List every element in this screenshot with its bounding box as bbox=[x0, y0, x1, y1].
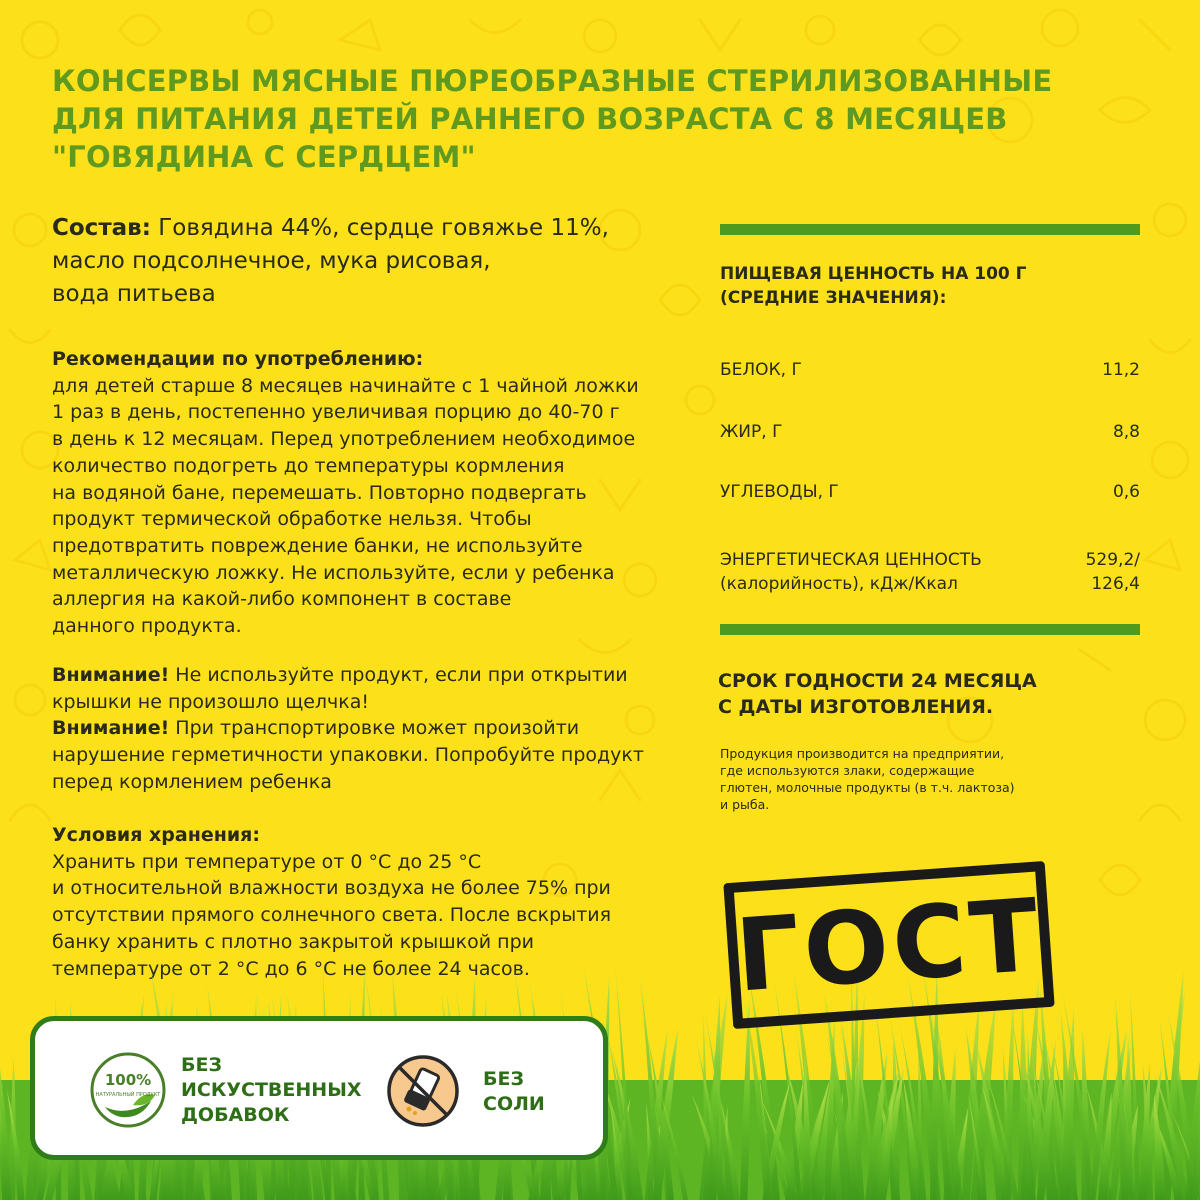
nutrition-label: УГЛЕВОДЫ, Г bbox=[720, 482, 839, 502]
allergen-line: глютен, молочные продукты (в т.ч. лактоза) bbox=[720, 780, 1015, 795]
nutrition-title-line-1: ПИЩЕВАЯ ЦЕННОСТЬ НА 100 Г bbox=[720, 264, 1027, 284]
recommendations-heading: Рекомендации по употреблению: bbox=[52, 348, 424, 370]
no-additives-label bbox=[181, 1053, 362, 1128]
recommendations-line: металлическую ложку. Не используйте, если у ребенка bbox=[52, 561, 615, 584]
nutrition-label: ЭНЕРГЕТИЧЕСКАЯ ЦЕННОСТЬ bbox=[720, 550, 982, 570]
warning-label-1: Внимание! bbox=[52, 664, 170, 686]
no-salt-line-1: БЕЗ bbox=[483, 1068, 524, 1090]
composition bbox=[52, 212, 632, 311]
nutrition-row-fat bbox=[720, 420, 1140, 444]
storage-heading: Условия хранения: bbox=[52, 824, 260, 846]
recommendations-line: продукт термической обработке нельзя. Чтобы bbox=[52, 508, 532, 531]
warning-text-2c: перед кормлением ребенка bbox=[52, 770, 332, 793]
recommendations-line: аллергия на какой-либо компонент в составе bbox=[52, 588, 512, 611]
gost-stamp bbox=[723, 861, 1054, 1029]
storage-line: и относительной влажности воздуха не более 75% при bbox=[52, 877, 611, 900]
nutrition-label: ЖИР, Г bbox=[720, 422, 783, 442]
nutrition-value: 126,4 bbox=[1091, 574, 1140, 594]
product-title bbox=[52, 62, 1052, 176]
allergen-line: Продукция производится на предприятии, bbox=[720, 746, 1005, 761]
shelf-life-line-2: С ДАТЫ ИЗГОТОВЛЕНИЯ. bbox=[718, 696, 994, 718]
nutrition-row-protein bbox=[720, 358, 1140, 382]
nutrition-value: 8,8 bbox=[1112, 422, 1140, 442]
gost-stamp-text: ГОСТ bbox=[732, 875, 1046, 1015]
natural-product-seal-icon bbox=[87, 1049, 169, 1131]
nutrition-top-divider bbox=[720, 224, 1140, 235]
no-salt-line-2: СОЛИ bbox=[483, 1093, 545, 1115]
title-line-3: "ГОВЯДИНА С СЕРДЦЕМ" bbox=[52, 140, 476, 174]
nutrition-row-carbs bbox=[720, 480, 1140, 504]
no-additives-line-3: ДОБАВОК bbox=[181, 1104, 290, 1126]
nutrition-value: 11,2 bbox=[1102, 360, 1140, 380]
seal-percent: 100% bbox=[104, 1071, 152, 1089]
nutrition-title bbox=[720, 262, 1027, 310]
recommendations-line: предотвратить повреждение банки, не используйте bbox=[52, 534, 583, 557]
recommendations-line: количество подогреть до температуры кормления bbox=[52, 454, 565, 477]
seal-text: НАТУРАЛЬНЫЙ ПРОДУКТ bbox=[95, 1092, 161, 1098]
storage-line: банку хранить с плотно закрытой крышкой при bbox=[52, 930, 535, 953]
recommendations-line: для детей старше 8 месяцев начинайте с 1 чайной ложки bbox=[52, 374, 639, 397]
warning-text-1a: Не используйте продукт, если при открытии bbox=[169, 664, 628, 686]
storage-line: температуре от 2 °С до 6 °С не более 24 часов. bbox=[52, 957, 530, 980]
recommendations-line: данного продукта. bbox=[52, 615, 242, 638]
storage-line: отсутствии прямого солнечного света. После вскрытия bbox=[52, 904, 612, 927]
allergen-line: и рыба. bbox=[720, 797, 770, 812]
no-salt-icon bbox=[385, 1053, 461, 1129]
title-line-1: КОНСЕРВЫ МЯСНЫЕ ПЮРЕОБРАЗНЫЕ СТЕРИЛИЗОВАННЫЕ bbox=[52, 64, 1053, 98]
recommendations bbox=[52, 346, 692, 640]
nutrition-value: 0,6 bbox=[1112, 482, 1140, 502]
title-line-2: ДЛЯ ПИТАНИЯ ДЕТЕЙ РАННЕГО ВОЗРАСТА С 8 МЕСЯЦЕВ bbox=[52, 102, 1008, 136]
warning-text-2b: нарушение герметичности упаковки. Попробуйте продукт bbox=[52, 744, 644, 767]
nutrition-label: БЕЛОК, Г bbox=[720, 360, 802, 380]
allergen-note bbox=[720, 745, 1060, 813]
composition-line-2: масло подсолнечное, мука рисовая, bbox=[52, 248, 491, 274]
shelf-life bbox=[718, 668, 1037, 720]
warnings bbox=[52, 662, 692, 796]
warning-label-2: Внимание! bbox=[52, 717, 170, 740]
composition-line-3: вода питьева bbox=[52, 281, 216, 307]
nutrition-row-energy bbox=[720, 548, 1140, 596]
recommendations-line: 1 раз в день, постепенно увеличивая порцию до 40-70 г bbox=[52, 401, 620, 424]
nutrition-bottom-divider bbox=[720, 624, 1140, 635]
recommendations-line: на водяной бане, перемешать. Повторно подвергать bbox=[52, 481, 587, 504]
warning-text-2a: При транспортировке может произойти bbox=[169, 717, 580, 740]
nutrition-title-line-2: (СРЕДНИЕ ЗНАЧЕНИЯ): bbox=[720, 288, 947, 308]
no-additives-line-1: БЕЗ bbox=[181, 1054, 222, 1076]
warning-text-1b: крышки не произошло щелчка! bbox=[52, 690, 370, 713]
nutrition-value: 529,2/ bbox=[1085, 550, 1140, 570]
nutrition-label: (калорийность), кДж/Ккал bbox=[720, 574, 958, 594]
no-salt-label bbox=[483, 1067, 545, 1117]
composition-line-1: Говядина 44%, сердце говяжье 11%, bbox=[150, 215, 609, 241]
badges-panel bbox=[30, 1016, 608, 1160]
storage-line: Хранить при температуре от 0 °С до 25 °С bbox=[52, 850, 482, 873]
allergen-line: где используются злаки, содержащие bbox=[720, 763, 975, 778]
composition-label: Состав: bbox=[52, 215, 151, 241]
shelf-life-line-1: СРОК ГОДНОСТИ 24 МЕСЯЦА bbox=[718, 670, 1037, 692]
recommendations-line: в день к 12 месяцам. Перед употреблением необходимое bbox=[52, 428, 636, 451]
no-additives-line-2: ИСКУСТВЕННЫХ bbox=[181, 1079, 362, 1101]
